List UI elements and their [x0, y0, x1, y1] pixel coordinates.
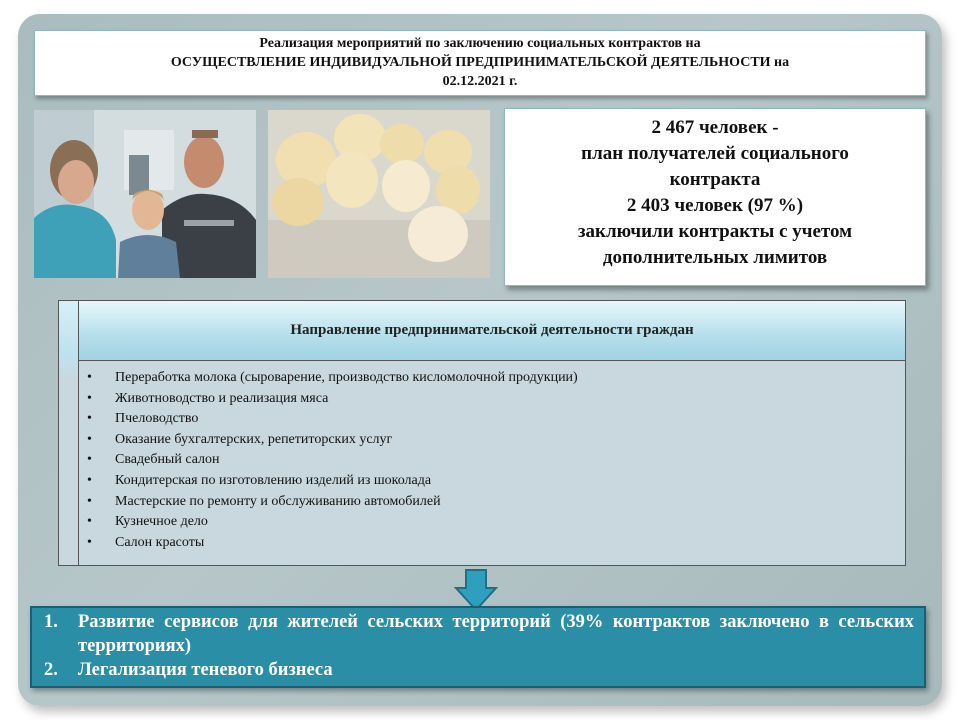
stats-line-6: дополнительных лимитов: [602, 247, 828, 268]
bullet-icon: •: [87, 390, 92, 406]
directions-table: [58, 300, 906, 566]
bullet-icon: •: [87, 514, 92, 530]
result-text: Легализация теневого бизнеса: [78, 660, 333, 680]
list-item: [87, 471, 895, 492]
table-left-column: [59, 301, 79, 565]
result-number: 1.: [44, 612, 58, 632]
result-item: [44, 658, 914, 682]
result-item: [44, 610, 914, 658]
list-item: [87, 368, 895, 389]
list-item-text: Животноводство и реализация мяса: [115, 390, 329, 406]
results-box: [30, 606, 926, 688]
stats-line-4: 2 403 человек (97 %): [626, 195, 804, 216]
list-item-text: Салон красоты: [115, 534, 205, 550]
stats-line-1: 2 467 человек -: [651, 117, 779, 138]
title-line-3: 02.12.2021 г.: [442, 74, 518, 89]
directions-list: [87, 368, 895, 553]
title-line-1: Реализация мероприятий по заключению социальных контрактов на: [259, 36, 701, 51]
bullet-icon: •: [87, 452, 92, 468]
list-item: [87, 533, 895, 554]
directions-header: Направление предпринимательской деятельности граждан: [79, 301, 905, 361]
stats-line-2: план получателей социального: [581, 143, 849, 164]
bullet-icon: •: [87, 534, 92, 550]
list-item: [87, 430, 895, 451]
bullet-icon: •: [87, 472, 92, 488]
result-number: 2.: [44, 660, 58, 680]
cheese-photo: [268, 110, 490, 278]
family-photo: [34, 110, 256, 278]
bullet-icon: •: [87, 370, 92, 385]
list-item-text: Оказание бухгалтерских, репетиторских услуг: [115, 431, 393, 447]
results-list: [44, 610, 914, 682]
stats-line-5: заключили контракты с учетом: [577, 221, 853, 242]
stats-line-3: контракта: [669, 169, 761, 190]
page-title: [34, 30, 926, 96]
result-text: Развитие сервисов для жителей сельских территорий (39% контрактов заключено в сельских территориях): [78, 612, 914, 656]
bullet-icon: •: [87, 431, 92, 447]
list-item-text: Переработка молока (сыроварение, производство кисломолочной продукции): [115, 370, 578, 385]
list-item-text: Кондитерская по изготовлению изделий из шоколада: [115, 472, 432, 488]
list-item: [87, 389, 895, 410]
title-line-2: ОСУЩЕСТВЛЕНИЕ ИНДИВИДУАЛЬНОЙ ПРЕДПРИНИМАТЕЛЬСКОЙ ДЕЯТЕЛЬНОСТИ на: [170, 55, 790, 70]
bullet-icon: •: [87, 493, 92, 509]
contracts-stats-box: [504, 108, 926, 286]
list-item: [87, 492, 895, 513]
list-item-text: Пчеловодство: [115, 411, 199, 427]
bullet-icon: •: [87, 411, 92, 427]
list-item-text: Мастерские по ремонту и обслуживанию автомобилей: [115, 493, 441, 509]
list-item: [87, 512, 895, 533]
list-item-text: Свадебный салон: [115, 452, 220, 468]
list-item: [87, 409, 895, 430]
list-item-text: Кузнечное дело: [115, 514, 208, 530]
list-item: [87, 450, 895, 471]
